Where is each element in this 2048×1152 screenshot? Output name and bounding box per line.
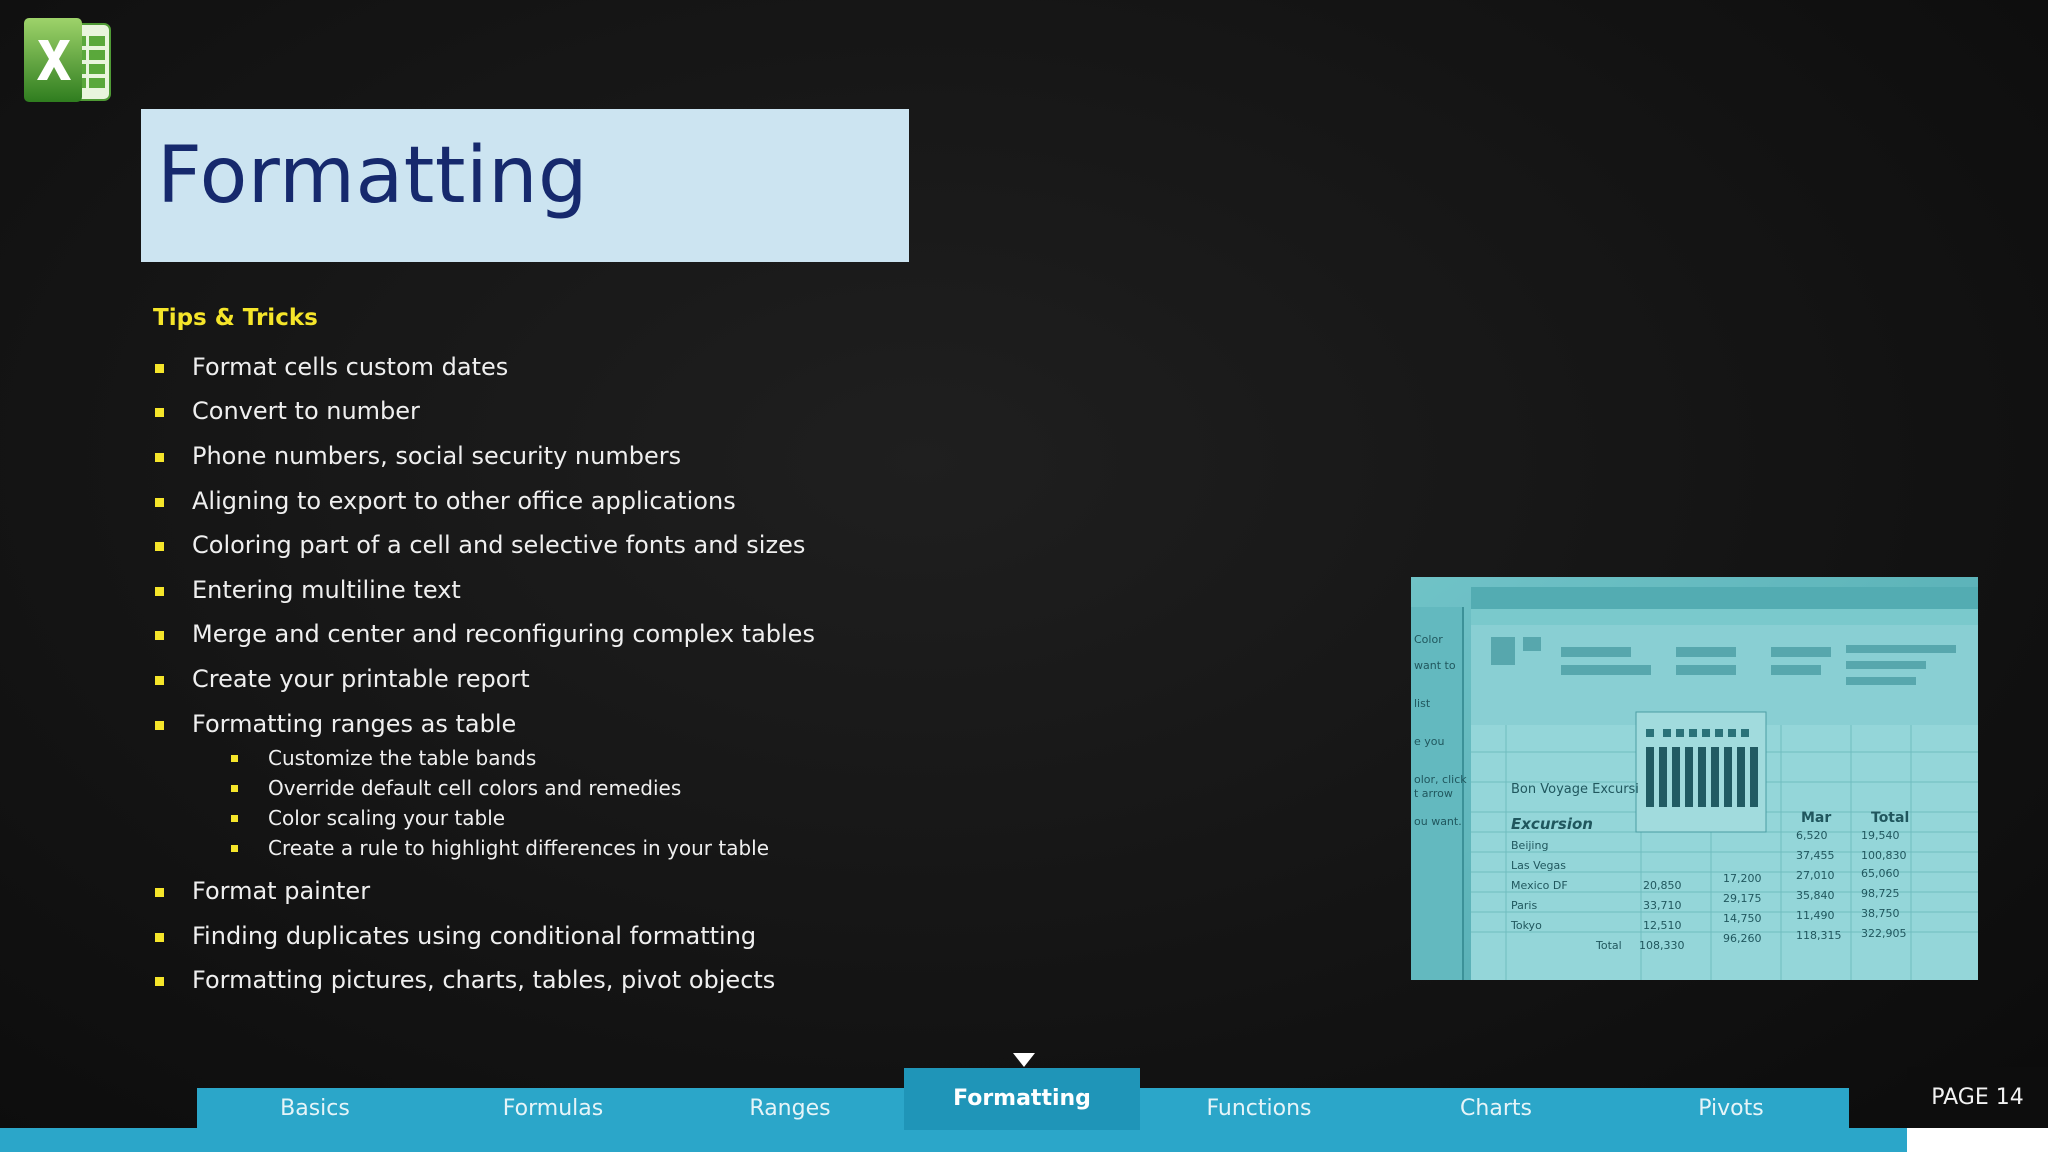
cell: 37,455 bbox=[1796, 849, 1835, 862]
bullet-icon bbox=[155, 587, 164, 596]
cell: 65,060 bbox=[1861, 867, 1900, 880]
cell: 100,830 bbox=[1861, 849, 1907, 862]
cell: 33,710 bbox=[1643, 899, 1682, 912]
cell: 14,750 bbox=[1723, 912, 1762, 925]
subtip-text: Customize the table bands bbox=[268, 746, 537, 770]
page-corner bbox=[1907, 1128, 2048, 1152]
footer-bar bbox=[0, 1128, 2048, 1152]
nav-tab-basics[interactable]: Basics bbox=[280, 1096, 350, 1121]
subtip-text: Color scaling your table bbox=[268, 806, 506, 830]
cell: Total bbox=[1596, 939, 1622, 952]
nav-tab-ranges[interactable]: Ranges bbox=[749, 1096, 831, 1121]
sidebar-text: e you bbox=[1414, 735, 1445, 748]
cell: Las Vegas bbox=[1511, 859, 1566, 872]
tip-text: Convert to number bbox=[192, 397, 420, 425]
cell: 20,850 bbox=[1643, 879, 1682, 892]
cell: 118,315 bbox=[1796, 929, 1842, 942]
tip-text: Finding duplicates using conditional formatting bbox=[192, 922, 757, 950]
bullet-icon bbox=[155, 977, 164, 986]
cell: Beijing bbox=[1511, 839, 1549, 852]
cell: 19,540 bbox=[1861, 829, 1900, 842]
cell: 322,905 bbox=[1861, 927, 1907, 940]
tip-text: Formatting ranges as table bbox=[192, 710, 517, 738]
bullet-icon bbox=[231, 845, 238, 852]
tip-text: Entering multiline text bbox=[192, 576, 461, 604]
bullet-icon bbox=[155, 676, 164, 685]
header-cell: Mar bbox=[1801, 810, 1832, 826]
sidebar-text: t arrow bbox=[1414, 787, 1453, 800]
nav-tab-charts[interactable]: Charts bbox=[1460, 1096, 1532, 1121]
cell: Mexico DF bbox=[1511, 879, 1568, 892]
nav-tab-pivots[interactable]: Pivots bbox=[1698, 1096, 1764, 1121]
bullet-icon bbox=[155, 888, 164, 897]
bullet-icon bbox=[155, 542, 164, 551]
excel-screenshot-graphic bbox=[1411, 577, 1978, 980]
triangle-down-icon bbox=[1013, 1053, 1035, 1067]
cell: 108,330 bbox=[1639, 939, 1685, 952]
page-title: Formatting bbox=[157, 131, 589, 221]
header-cell: Total bbox=[1871, 810, 1910, 826]
tip-text: Phone numbers, social security numbers bbox=[192, 442, 682, 470]
sidebar-text: ou want. bbox=[1414, 815, 1462, 828]
excel-screenshot-image bbox=[1411, 577, 1978, 980]
nav-tab-formatting[interactable]: Formatting bbox=[904, 1068, 1140, 1130]
excel-logo-icon bbox=[20, 14, 114, 108]
bullet-icon bbox=[231, 785, 238, 792]
bullet-icon bbox=[155, 364, 164, 373]
header-cell: Excursion bbox=[1511, 815, 1593, 833]
cell: Tokyo bbox=[1511, 919, 1542, 932]
cell: Paris bbox=[1511, 899, 1538, 912]
tip-text: Format painter bbox=[192, 877, 371, 905]
bullet-icon bbox=[155, 498, 164, 507]
title-box bbox=[141, 109, 909, 262]
tip-text: Formatting pictures, charts, tables, pivot objects bbox=[192, 966, 776, 994]
cell: 11,490 bbox=[1796, 909, 1835, 922]
nav-tab-formulas[interactable]: Formulas bbox=[502, 1096, 604, 1121]
sidebar-text: olor, click bbox=[1414, 773, 1467, 786]
cell: 27,010 bbox=[1796, 869, 1835, 882]
sidebar-text: Color bbox=[1414, 633, 1443, 646]
nav-tab-functions[interactable]: Functions bbox=[1206, 1096, 1312, 1121]
sidebar-text: want to bbox=[1414, 659, 1456, 672]
tip-text: Merge and center and reconfiguring complex tables bbox=[192, 620, 815, 648]
bullet-icon bbox=[231, 815, 238, 822]
cell: 29,175 bbox=[1723, 892, 1762, 905]
tip-text: Format cells custom dates bbox=[192, 353, 509, 381]
bullet-icon bbox=[155, 721, 164, 730]
bullet-icon bbox=[155, 631, 164, 640]
sidebar-text: list bbox=[1414, 697, 1431, 710]
cell: 96,260 bbox=[1723, 932, 1762, 945]
cell: 12,510 bbox=[1643, 919, 1682, 932]
cell: 98,725 bbox=[1861, 887, 1900, 900]
bullet-icon bbox=[155, 453, 164, 462]
subtip-text: Override default cell colors and remedies bbox=[268, 776, 682, 800]
cell: 17,200 bbox=[1723, 872, 1762, 885]
tips-heading: Tips & Tricks bbox=[153, 305, 318, 331]
cell: 6,520 bbox=[1796, 829, 1828, 842]
cell: 35,840 bbox=[1796, 889, 1835, 902]
sheet-title: Bon Voyage Excursi bbox=[1511, 782, 1639, 797]
tip-text: Aligning to export to other office applications bbox=[192, 487, 736, 515]
tip-text: Coloring part of a cell and selective fonts and sizes bbox=[192, 531, 806, 559]
subtip-text: Create a rule to highlight differences in your table bbox=[268, 836, 770, 860]
tip-text: Create your printable report bbox=[192, 665, 530, 693]
bullet-icon bbox=[155, 408, 164, 417]
bullet-icon bbox=[231, 755, 238, 762]
cell: 38,750 bbox=[1861, 907, 1900, 920]
bullet-icon bbox=[155, 933, 164, 942]
page-number: PAGE 14 bbox=[1931, 1085, 2024, 1110]
